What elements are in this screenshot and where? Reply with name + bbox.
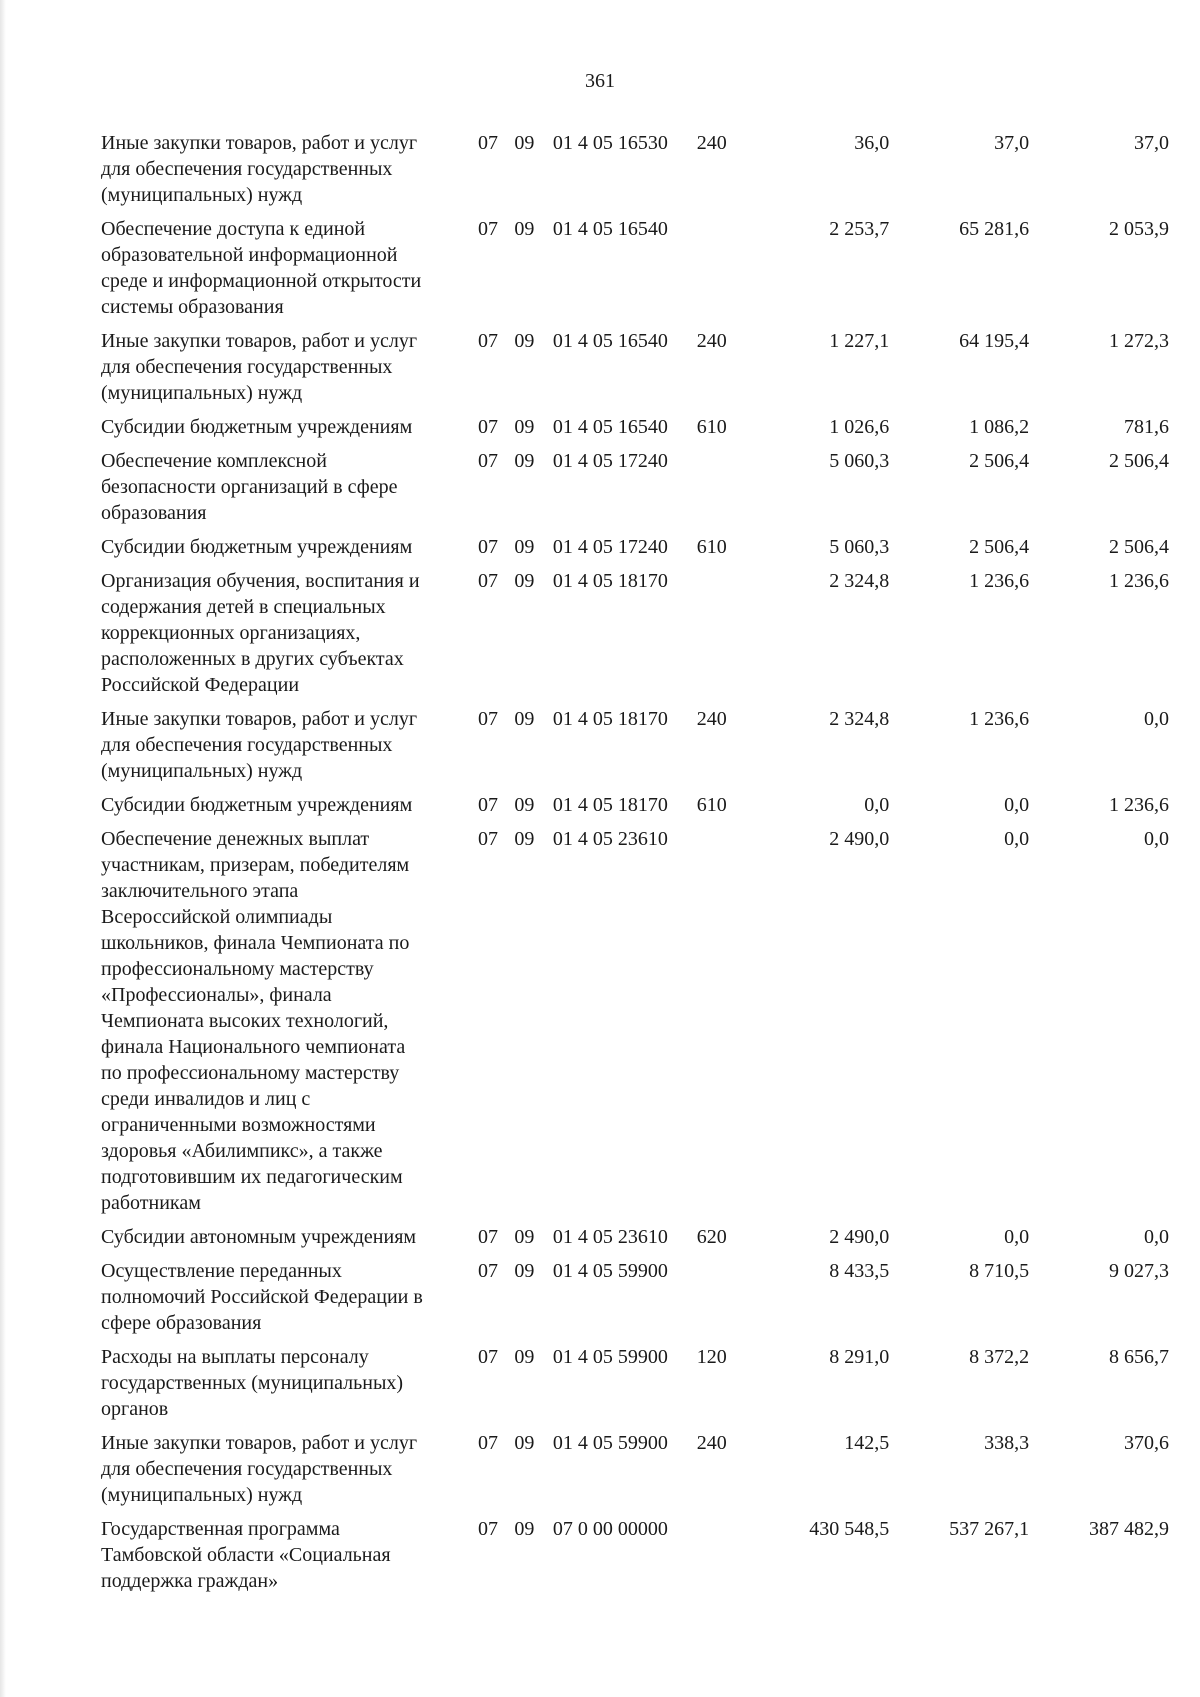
- expense-name-line: для обеспечения государственных: [101, 1458, 393, 1480]
- amount-year-3: 0,0: [1144, 828, 1169, 850]
- expense-name-line: для обеспечения государственных: [101, 158, 393, 180]
- subsection-code: 09: [514, 828, 535, 850]
- table-row: [101, 414, 1169, 448]
- expense-name-line: (муниципальных) нужд: [101, 382, 303, 404]
- amount-year-1: 8 291,0: [829, 1346, 890, 1368]
- amount-year-2: 8 710,5: [969, 1260, 1030, 1282]
- amount-year-2: 0,0: [1004, 794, 1030, 816]
- expense-name-line: Иные закупки товаров, работ и услуг: [101, 330, 418, 352]
- section-code: 07: [477, 1432, 498, 1454]
- amount-year-2: 0,0: [1004, 1226, 1030, 1248]
- amount-year-2: 1 236,6: [969, 708, 1030, 730]
- expense-name-line: здоровья «Абилимпикс», а также: [101, 1140, 383, 1162]
- subsection-code: 09: [514, 708, 535, 730]
- expense-name: [101, 826, 478, 1224]
- amount-year-3: 2 053,9: [1109, 218, 1169, 240]
- expense-name: [101, 1430, 478, 1516]
- target-article-code: 01 4 05 16540: [552, 218, 668, 240]
- amount-year-2: 0,0: [1004, 828, 1030, 850]
- expense-type-code: 610: [696, 794, 727, 816]
- target-article-code: 07 0 00 00000: [552, 1518, 668, 1540]
- section-code: 07: [477, 450, 498, 472]
- subsection-code: 09: [514, 132, 535, 154]
- table-row: [101, 1344, 1169, 1430]
- amount-year-1: 36,0: [854, 132, 890, 154]
- expense-name-line: для обеспечения государственных: [101, 356, 393, 378]
- table-row: [101, 534, 1169, 568]
- expense-name-line: образования: [101, 502, 207, 524]
- expense-name: [101, 448, 478, 534]
- amount-year-2: 1 236,6: [969, 570, 1030, 592]
- expense-name-line: поддержка граждан»: [101, 1570, 279, 1592]
- amount-year-3: 0,0: [1144, 708, 1169, 730]
- target-article-code: 01 4 05 16530: [552, 132, 668, 154]
- expense-name-line: сфере образования: [101, 1312, 262, 1334]
- expense-name-line: содержания детей в специальных: [101, 596, 386, 618]
- amount-year-3: 1 236,6: [1109, 794, 1169, 816]
- section-code: 07: [477, 708, 498, 730]
- budget-table: [101, 130, 1169, 1602]
- amount-year-3: 1 236,6: [1109, 570, 1169, 592]
- scan-edge-shadow: [0, 0, 6, 1697]
- subsection-code: 09: [514, 1432, 535, 1454]
- table-row: [101, 328, 1169, 414]
- section-code: 07: [477, 330, 498, 352]
- target-article-code: 01 4 05 16540: [552, 416, 668, 438]
- expense-name-line: Обеспечение денежных выплат: [101, 828, 370, 850]
- table-row: [101, 706, 1169, 792]
- expense-name: [101, 130, 478, 216]
- expense-name: [101, 216, 478, 328]
- amount-year-2: 1 086,2: [969, 416, 1030, 438]
- expense-name-line: финала Национального чемпионата: [101, 1036, 406, 1058]
- table-row: [101, 1258, 1169, 1344]
- section-code: 07: [477, 132, 498, 154]
- expense-name-line: Субсидии бюджетным учреждениям: [101, 536, 413, 558]
- target-article-code: 01 4 05 17240: [552, 536, 668, 558]
- subsection-code: 09: [514, 570, 535, 592]
- amount-year-3: 387 482,9: [1089, 1518, 1169, 1540]
- expense-type-code: [697, 216, 758, 328]
- expense-name-line: школьников, финала Чемпионата по: [101, 932, 410, 954]
- subsection-code: 09: [514, 1346, 535, 1368]
- amount-year-2: 338,3: [984, 1432, 1030, 1454]
- table-row: [101, 1430, 1169, 1516]
- target-article-code: 01 4 05 59900: [552, 1260, 668, 1282]
- subsection-code: 09: [514, 1226, 535, 1248]
- expense-name-line: профессиональному мастерству: [101, 958, 374, 980]
- expense-name-line: Чемпионата высоких технологий,: [101, 1010, 389, 1032]
- expense-name: [101, 568, 478, 706]
- table-row: [101, 1224, 1169, 1258]
- expense-name-line: Тамбовской области «Социальная: [101, 1544, 391, 1566]
- expense-name-line: среде и информационной открытости: [101, 270, 422, 292]
- expense-type-code: [697, 568, 758, 706]
- page-number: 361: [585, 70, 615, 92]
- expense-type-code: 240: [696, 1432, 727, 1454]
- target-article-code: 01 4 05 16540: [552, 330, 668, 352]
- table-row: [101, 130, 1169, 216]
- amount-year-2: 65 281,6: [959, 218, 1030, 240]
- amount-year-3: 37,0: [1134, 132, 1169, 154]
- expense-name: [101, 706, 478, 792]
- amount-year-3: 2 506,4: [1109, 450, 1169, 472]
- amount-year-1: 2 324,8: [829, 708, 890, 730]
- expense-type-code: 610: [696, 416, 727, 438]
- expense-name: [101, 1224, 478, 1258]
- expense-name: [101, 1258, 478, 1344]
- section-code: 07: [477, 828, 498, 850]
- amount-year-1: 5 060,3: [829, 450, 890, 472]
- expense-name-line: Иные закупки товаров, работ и услуг: [101, 132, 418, 154]
- target-article-code: 01 4 05 18170: [552, 570, 668, 592]
- expense-name: [101, 414, 478, 448]
- section-code: 07: [477, 536, 498, 558]
- section-code: 07: [477, 1346, 498, 1368]
- expense-type-code: 240: [696, 708, 727, 730]
- amount-year-3: 1 272,3: [1109, 330, 1169, 352]
- amount-year-1: 430 548,5: [809, 1518, 890, 1540]
- expense-name-line: Российской Федерации: [101, 674, 300, 696]
- expense-name-line: Иные закупки товаров, работ и услуг: [101, 708, 418, 730]
- expense-name: [101, 328, 478, 414]
- expense-name-line: органов: [101, 1398, 169, 1420]
- subsection-code: 09: [514, 330, 535, 352]
- section-code: 07: [477, 416, 498, 438]
- expense-name-line: системы образования: [101, 296, 284, 318]
- expense-name-line: Организация обучения, воспитания и: [101, 570, 420, 592]
- expense-name: [101, 534, 478, 568]
- expense-name-line: Обеспечение комплексной: [101, 450, 327, 472]
- expense-name-line: государственных (муниципальных): [101, 1372, 404, 1394]
- amount-year-2: 2 506,4: [969, 536, 1030, 558]
- amount-year-1: 1 227,1: [829, 330, 890, 352]
- expense-name-line: безопасности организаций в сфере: [101, 476, 398, 498]
- amount-year-2: 64 195,4: [959, 330, 1030, 352]
- subsection-code: 09: [514, 1260, 535, 1282]
- expense-type-code: [697, 1258, 758, 1344]
- expense-name-line: заключительного этапа: [101, 880, 299, 902]
- table-row: [101, 826, 1169, 1224]
- expense-name: [101, 792, 478, 826]
- amount-year-1: 5 060,3: [829, 536, 890, 558]
- amount-year-1: 2 490,0: [829, 1226, 890, 1248]
- expense-name-line: подготовившим их педагогическим: [101, 1166, 403, 1188]
- expense-name-line: по профессиональному мастерству: [101, 1062, 400, 1084]
- expense-name-line: полномочий Российской Федерации в: [101, 1286, 423, 1308]
- expense-type-code: [697, 1516, 758, 1602]
- target-article-code: 01 4 05 23610: [552, 828, 668, 850]
- expense-type-code: 120: [696, 1346, 727, 1368]
- amount-year-3: 781,6: [1124, 416, 1169, 438]
- subsection-code: 09: [514, 794, 535, 816]
- subsection-code: 09: [514, 450, 535, 472]
- expense-type-code: [697, 448, 758, 534]
- table-body: [101, 130, 1169, 1602]
- subsection-code: 09: [514, 416, 535, 438]
- target-article-code: 01 4 05 18170: [552, 708, 668, 730]
- section-code: 07: [477, 570, 498, 592]
- table-row: [101, 216, 1169, 328]
- amount-year-1: 1 026,6: [829, 416, 890, 438]
- amount-year-2: 37,0: [994, 132, 1030, 154]
- amount-year-3: 9 027,3: [1109, 1260, 1169, 1282]
- target-article-code: 01 4 05 17240: [552, 450, 668, 472]
- expense-type-code: 240: [696, 330, 727, 352]
- expense-name-line: Государственная программа: [101, 1518, 340, 1540]
- subsection-code: 09: [514, 218, 535, 240]
- section-code: 07: [477, 1260, 498, 1282]
- expense-name-line: Всероссийской олимпиады: [101, 906, 333, 928]
- expense-name-line: для обеспечения государственных: [101, 734, 393, 756]
- amount-year-3: 370,6: [1124, 1432, 1169, 1454]
- section-code: 07: [477, 1226, 498, 1248]
- amount-year-2: 537 267,1: [949, 1518, 1030, 1540]
- expense-name-line: Иные закупки товаров, работ и услуг: [101, 1432, 418, 1454]
- target-article-code: 01 4 05 18170: [552, 794, 668, 816]
- amount-year-3: 0,0: [1144, 1226, 1169, 1248]
- expense-name-line: (муниципальных) нужд: [101, 760, 303, 782]
- amount-year-1: 142,5: [844, 1432, 890, 1454]
- expense-type-code: 610: [696, 536, 727, 558]
- table-row: [101, 448, 1169, 534]
- amount-year-1: 2 253,7: [829, 218, 890, 240]
- expense-name-line: (муниципальных) нужд: [101, 184, 303, 206]
- expense-name-line: ограниченными возможностями: [101, 1114, 376, 1136]
- expense-type-code: [697, 826, 758, 1224]
- amount-year-1: 0,0: [864, 794, 890, 816]
- expense-name-line: среди инвалидов и лиц с: [101, 1088, 311, 1110]
- amount-year-2: 8 372,2: [969, 1346, 1030, 1368]
- subsection-code: 09: [514, 536, 535, 558]
- expense-name-line: (муниципальных) нужд: [101, 1484, 303, 1506]
- expense-name: [101, 1344, 478, 1430]
- expense-name-line: Обеспечение доступа к единой: [101, 218, 366, 240]
- target-article-code: 01 4 05 59900: [552, 1346, 668, 1368]
- expense-name: [101, 1516, 478, 1602]
- expense-name-line: образовательной информационной: [101, 244, 398, 266]
- table-row: [101, 1516, 1169, 1602]
- target-article-code: 01 4 05 59900: [552, 1432, 668, 1454]
- table-row: [101, 568, 1169, 706]
- amount-year-1: 2 324,8: [829, 570, 890, 592]
- expense-type-code: 240: [696, 132, 727, 154]
- expense-name-line: участникам, призерам, победителям: [101, 854, 410, 876]
- expense-name-line: Субсидии бюджетным учреждениям: [101, 416, 413, 438]
- amount-year-3: 8 656,7: [1109, 1346, 1169, 1368]
- expense-name-line: Субсидии бюджетным учреждениям: [101, 794, 413, 816]
- expense-name-line: «Профессионалы», финала: [101, 984, 332, 1006]
- amount-year-1: 2 490,0: [829, 828, 890, 850]
- section-code: 07: [477, 794, 498, 816]
- amount-year-3: 2 506,4: [1109, 536, 1169, 558]
- section-code: 07: [477, 218, 498, 240]
- subsection-code: 09: [514, 1518, 535, 1540]
- expense-type-code: 620: [696, 1226, 727, 1248]
- expense-name-line: Осуществление переданных: [101, 1260, 342, 1282]
- expense-name-line: Субсидии автономным учреждениям: [101, 1226, 417, 1248]
- target-article-code: 01 4 05 23610: [552, 1226, 668, 1248]
- table-row: [101, 792, 1169, 826]
- amount-year-2: 2 506,4: [969, 450, 1030, 472]
- amount-year-1: 8 433,5: [829, 1260, 890, 1282]
- expense-name-line: расположенных в других субъектах: [101, 648, 404, 670]
- section-code: 07: [477, 1518, 498, 1540]
- expense-name-line: Расходы на выплаты персоналу: [101, 1346, 369, 1368]
- expense-name-line: коррекционных организациях,: [101, 622, 361, 644]
- expense-name-line: работникам: [101, 1192, 201, 1214]
